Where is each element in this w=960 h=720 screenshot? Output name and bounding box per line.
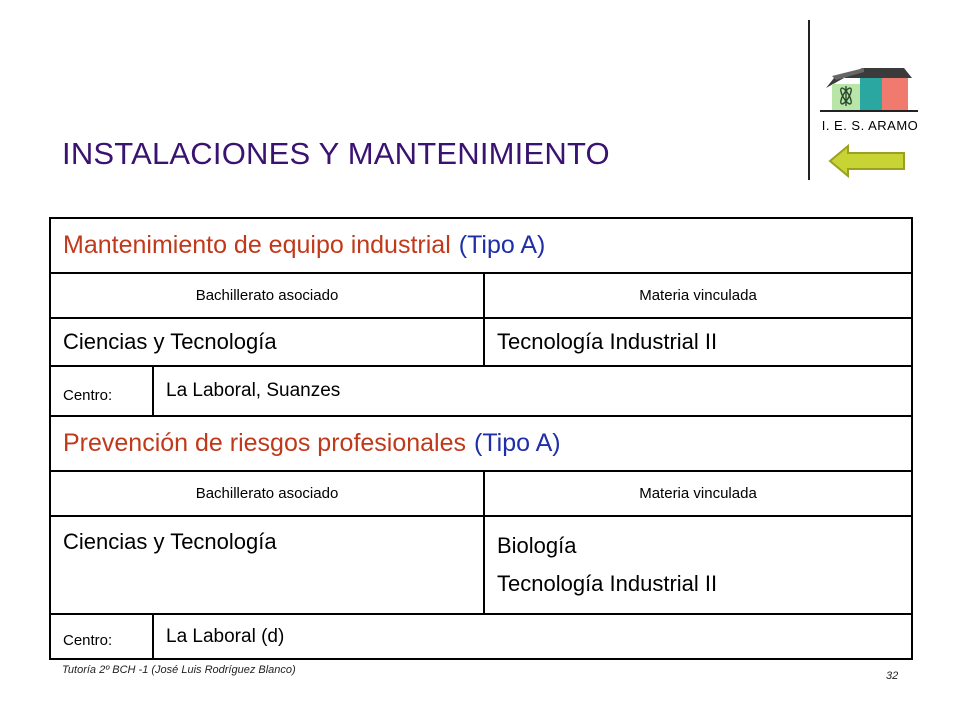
page-number: 32 — [886, 670, 899, 682]
section-name: Mantenimiento de equipo industrial — [63, 231, 451, 259]
column-header-row — [51, 274, 911, 319]
centro-label: Centro: — [51, 615, 154, 658]
materia-item: Tecnología Industrial II — [497, 571, 718, 596]
section-type: (Tipo A) — [474, 429, 561, 457]
section-name: Prevención de riesgos profesionales — [63, 429, 467, 457]
logo-caption: I. E. S. ARAMO — [821, 118, 919, 133]
arrow-left-icon[interactable] — [828, 143, 908, 179]
centro-row — [51, 615, 911, 658]
table-row — [51, 319, 911, 367]
column-header-materia: Materia vinculada — [639, 485, 757, 502]
section-title-row — [51, 219, 911, 274]
centro-value: La Laboral (d) — [166, 625, 285, 647]
materia-cell: Tecnología Industrial II — [497, 329, 718, 354]
column-header-bachillerato: Bachillerato asociado — [51, 274, 485, 317]
bachillerato-cell: Ciencias y Tecnología — [51, 517, 485, 613]
page-title: INSTALACIONES Y MANTENIMIENTO — [62, 136, 610, 171]
section-title-row — [51, 417, 911, 472]
column-header-bachillerato: Bachillerato asociado — [51, 472, 485, 515]
centro-row — [51, 367, 911, 417]
vertical-divider — [808, 20, 810, 180]
centro-label: Centro: — [51, 367, 154, 415]
centro-value: La Laboral, Suanzes — [166, 380, 341, 401]
column-header-materia: Materia vinculada — [639, 287, 757, 304]
section-type: (Tipo A) — [458, 231, 546, 259]
materia-cell — [485, 517, 911, 613]
bachillerato-cell: Ciencias y Tecnología — [51, 319, 485, 365]
footer-author: Tutoría 2º BCH -1 (José Luis Rodríguez Blanco) — [62, 664, 296, 676]
table-row — [51, 517, 911, 615]
materia-item: Biología — [497, 533, 577, 558]
info-table — [49, 217, 913, 660]
column-header-row — [51, 472, 911, 517]
